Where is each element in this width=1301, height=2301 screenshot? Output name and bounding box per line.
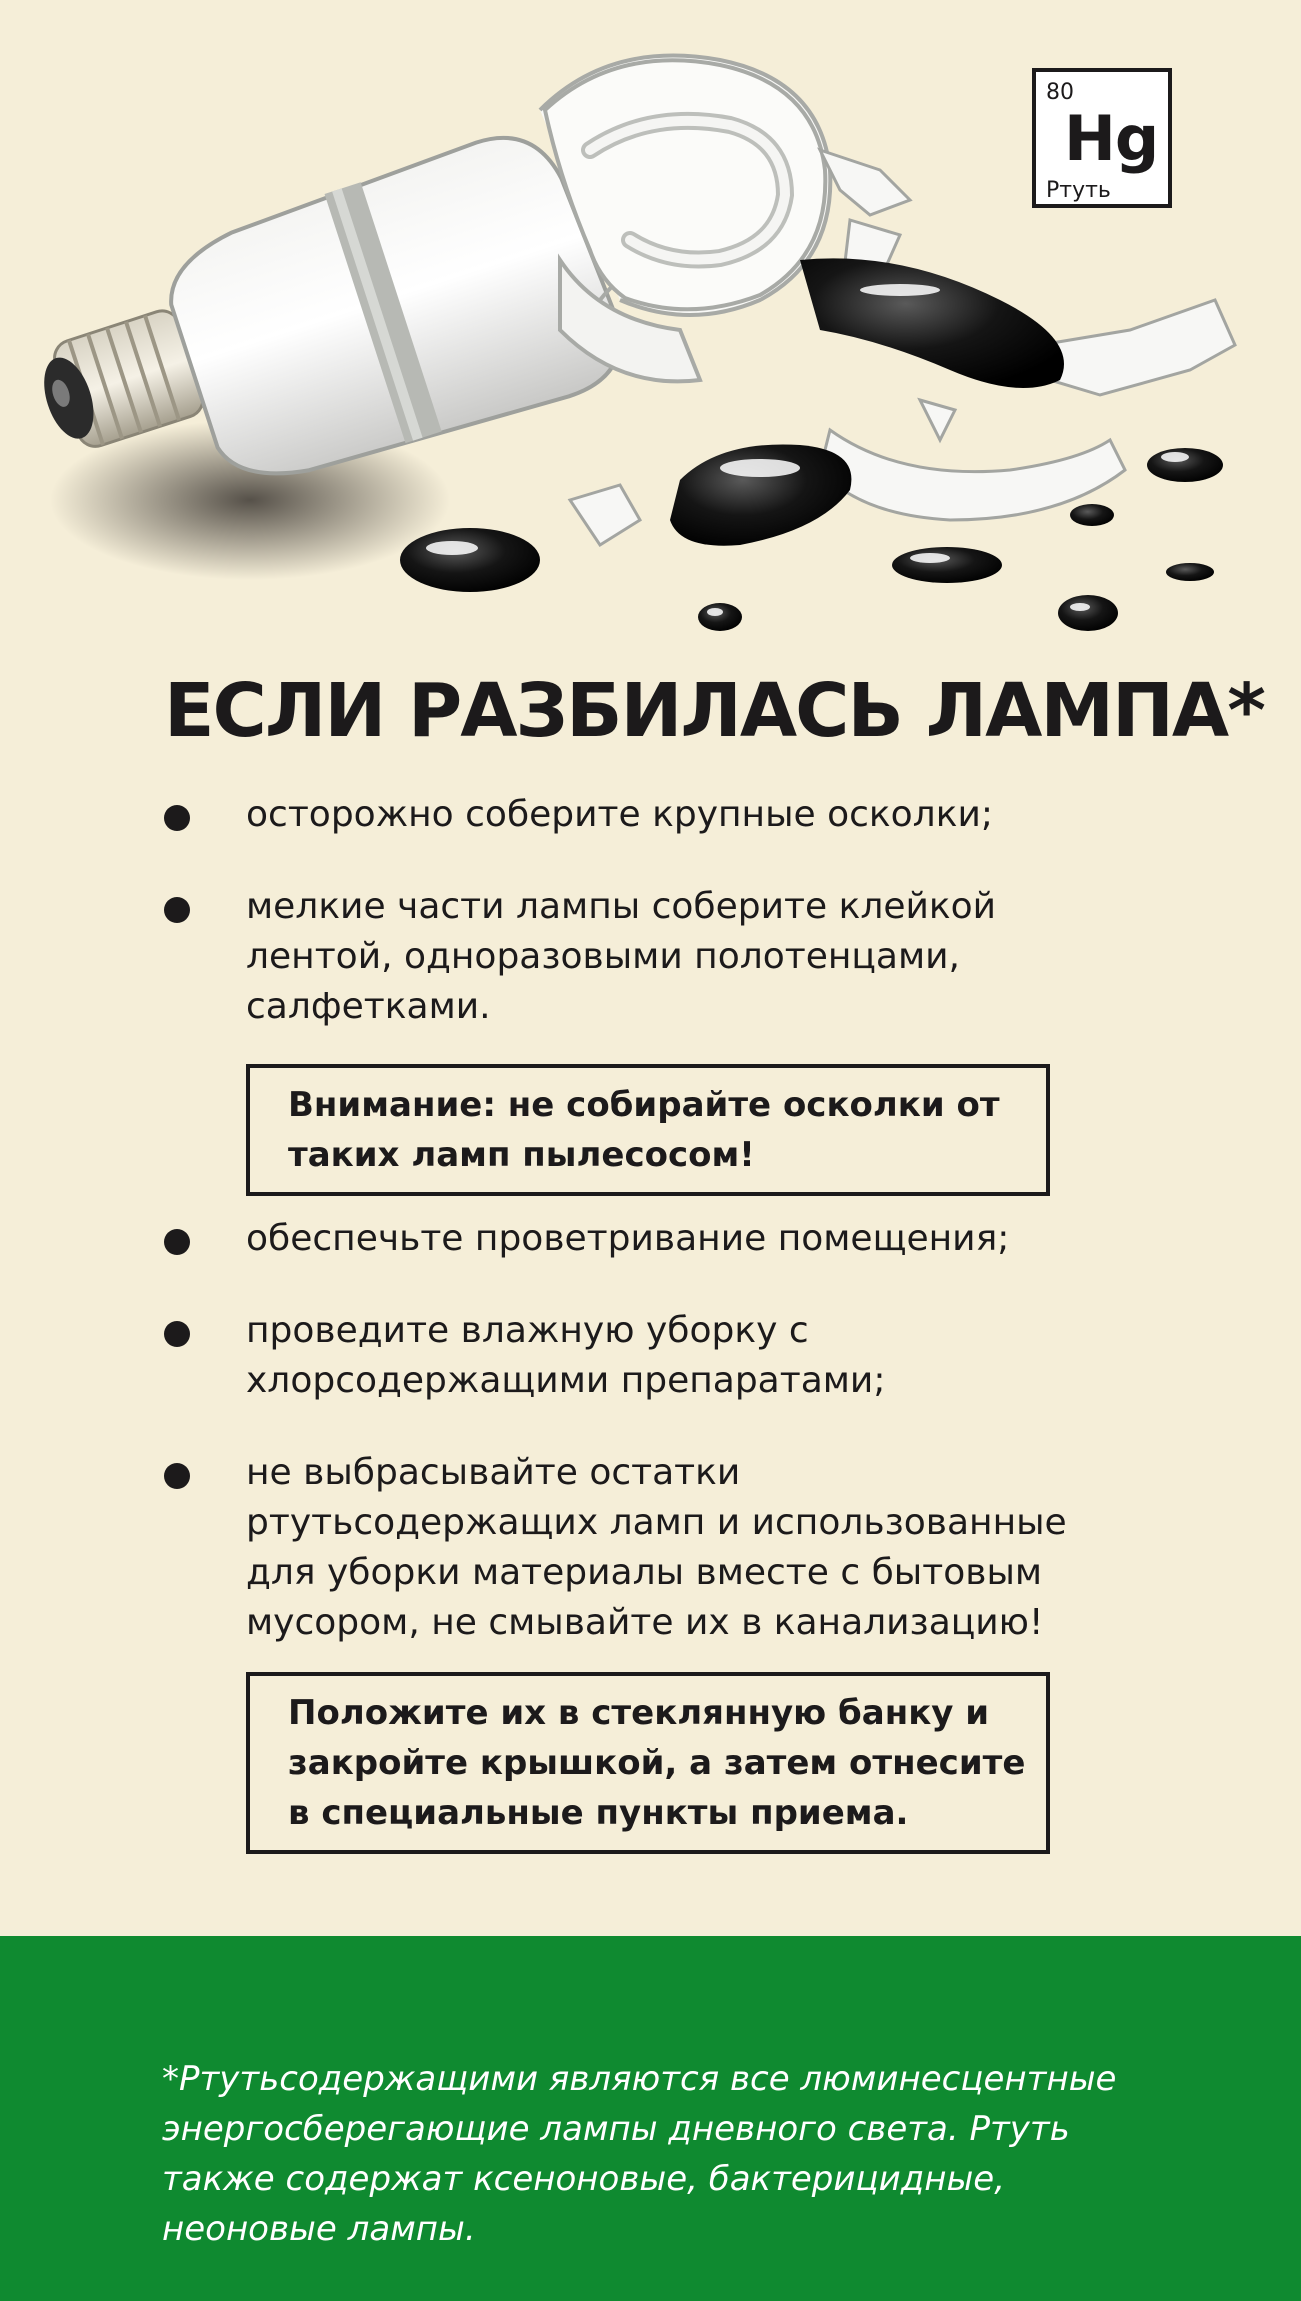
footnote: *Ртутьсодержащими являются все люминесцентные энергосберегающие лампы дневного света. Ртуть также содержат ксеноновые, бактерицидные, неоновые лампы. xyxy=(162,2059,1117,2249)
warning-text: Внимание: не собирайте осколки от таких ламп пылесосом! xyxy=(288,1085,1000,1175)
atomic-number: 80 xyxy=(1046,80,1074,105)
mercury-element-badge xyxy=(1032,68,1172,208)
footer-banner xyxy=(0,1936,1301,2301)
bullet-dot-icon xyxy=(164,1229,190,1255)
warning-box xyxy=(246,1064,1050,1196)
list-item xyxy=(246,1214,1076,1264)
disposal-box xyxy=(246,1672,1050,1854)
step-text: обеспечьте проветривание помещения; xyxy=(246,1218,1010,1259)
list-item xyxy=(246,1448,1076,1648)
list-item xyxy=(246,1306,1076,1406)
bullet-dot-icon xyxy=(164,1321,190,1347)
list-item xyxy=(246,882,1076,1032)
bullet-dot-icon xyxy=(164,897,190,923)
step-text: не выбрасывайте остатки ртутьсодержащих ламп и использованные для уборки материалы вместе с бытовым мусором, не смывайте их в канализацию! xyxy=(246,1452,1067,1643)
list-item xyxy=(246,790,1076,840)
step-text: мелкие части лампы соберите клейкой лентой, одноразовыми полотенцами, салфетками. xyxy=(246,886,997,1027)
element-symbol: Hg xyxy=(1064,102,1159,175)
step-text: осторожно соберите крупные осколки; xyxy=(246,794,993,835)
bullet-dot-icon xyxy=(164,1463,190,1489)
step-text: проведите влажную уборку с хлорсодержащими препаратами; xyxy=(246,1310,886,1401)
bullet-dot-icon xyxy=(164,805,190,831)
disposal-text: Положите их в стеклянную банку и закройте крышкой, а затем отнесите в специальные пункты приема. xyxy=(288,1693,1026,1833)
page-title: ЕСЛИ РАЗБИЛАСЬ ЛАМПА* xyxy=(164,668,1264,754)
element-name: Ртуть xyxy=(1046,178,1111,203)
